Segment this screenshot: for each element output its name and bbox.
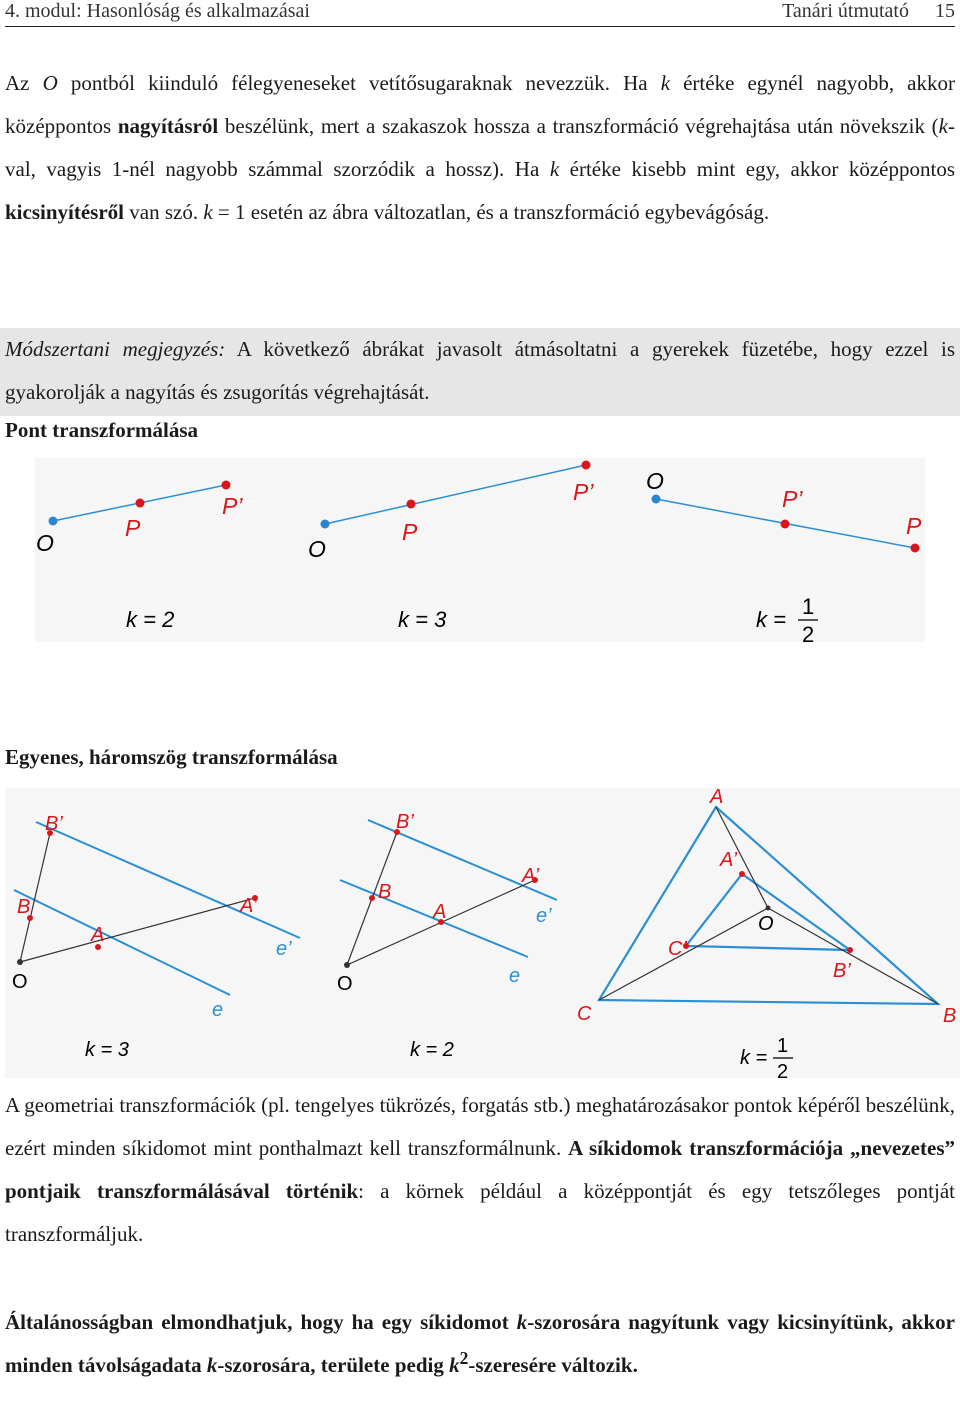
text-run: van szó. bbox=[124, 200, 204, 224]
label-a: A bbox=[710, 786, 724, 808]
label-o: O bbox=[12, 971, 28, 993]
point-p bbox=[407, 500, 416, 509]
label-e: e bbox=[509, 965, 521, 987]
label-p: P bbox=[125, 515, 141, 541]
label-o: O bbox=[308, 536, 326, 562]
heading-point-transform: Pont transzformálása bbox=[5, 418, 199, 442]
point-o bbox=[321, 520, 330, 529]
label-a: A bbox=[91, 924, 105, 946]
var-o: O bbox=[42, 71, 58, 95]
label-c-prime: C’ bbox=[668, 938, 687, 960]
label-b-prime: B’ bbox=[45, 813, 63, 835]
point-p-prime bbox=[582, 461, 591, 470]
point-o bbox=[766, 906, 771, 911]
label-b: B bbox=[943, 1005, 957, 1027]
label-b-prime: B’ bbox=[833, 960, 851, 982]
fraction-denominator: 2 bbox=[777, 1061, 789, 1080]
var-k: k bbox=[206, 1353, 218, 1377]
text-run: -val, vagyis 1-nél nagyobb számmal szorzódik a hossz). Ha bbox=[5, 114, 955, 181]
var-k: k bbox=[549, 157, 560, 181]
var-k: k bbox=[449, 1353, 460, 1377]
point-b bbox=[369, 895, 375, 901]
point-o bbox=[652, 495, 661, 504]
methodology-note bbox=[0, 328, 960, 416]
term-reduction: kicsinyítésről bbox=[5, 200, 124, 224]
label-o: O bbox=[646, 468, 664, 494]
text-run: értéke kisebb mint egy, akkor középpontos bbox=[559, 157, 956, 181]
var-k: k bbox=[938, 114, 948, 138]
label-k-half: k = bbox=[740, 1047, 768, 1069]
label-o: O bbox=[36, 530, 54, 556]
text-run: Általánosságban elmondhatjuk, hogy ha egy síkidomot bbox=[5, 1310, 517, 1334]
label-p-prime: P’ bbox=[782, 486, 803, 512]
label-o: O bbox=[758, 913, 774, 935]
figure-point-transform bbox=[0, 450, 960, 650]
module-title: 4. modul: Hasonlóság és alkalmazásai bbox=[5, 0, 310, 22]
var-k: k bbox=[660, 71, 671, 95]
point-p bbox=[911, 544, 920, 553]
term-enlargement: nagyításról bbox=[117, 114, 219, 138]
header-right bbox=[782, 0, 955, 23]
label-p-prime: P’ bbox=[222, 493, 243, 519]
point-a-prime bbox=[739, 871, 745, 877]
intro-paragraph bbox=[5, 62, 955, 234]
guide-label: Tanári útmutató bbox=[782, 0, 909, 22]
point-b-prime bbox=[847, 947, 853, 953]
label-a-prime: A’ bbox=[240, 895, 258, 917]
point-o bbox=[344, 962, 350, 968]
label-k3: k = 3 bbox=[398, 607, 447, 632]
text-run: pontból kiinduló félegyeneseket vetítősugaraknak nevezzük. Ha bbox=[57, 71, 661, 95]
text-run: -szeresére változik. bbox=[468, 1353, 638, 1377]
note-body: A következő ábrákat javasolt átmásoltatni a gyerekek füzetébe, hogy ezzel is gyakorolják a nagyítás és zsugorítás végrehajtását. bbox=[5, 337, 955, 404]
label-b-prime: B’ bbox=[396, 811, 414, 833]
text-run: = 1 esetén az ábra változatlan, és a transzformáció egybevágóság. bbox=[212, 200, 770, 224]
label-a-prime: A’ bbox=[720, 849, 738, 871]
point-o bbox=[49, 517, 58, 526]
fraction-numerator: 1 bbox=[777, 1035, 789, 1057]
note-text bbox=[0, 328, 960, 414]
label-b: B bbox=[378, 881, 392, 903]
figure-line-triangle-transform bbox=[0, 780, 960, 1080]
label-c: C bbox=[577, 1003, 592, 1025]
text-run: -szorosára, területe pedig bbox=[217, 1353, 450, 1377]
text-run: értéke egynél nagyobb, akkor középpontos bbox=[5, 71, 955, 138]
conclusion-paragraph bbox=[5, 1301, 955, 1387]
label-a: A bbox=[433, 901, 447, 923]
label-k-half: k = bbox=[756, 607, 786, 632]
label-k2: k = 2 bbox=[126, 607, 175, 632]
label-k3: k = 3 bbox=[85, 1039, 129, 1061]
text-run: Az bbox=[5, 71, 43, 95]
label-b: B bbox=[17, 896, 31, 918]
heading-line-triangle-transform: Egyenes, háromszög transzformálása bbox=[5, 745, 338, 769]
text-run: A geometriai transzformációk (pl. tengelyes tükrözés, forgatás stb.) meghatározásakor pontok képéről beszélünk, ezért minden síkidomot mint ponthalmazt kell transzformálnunk. bbox=[5, 1093, 955, 1160]
fraction-numerator: 1 bbox=[802, 594, 815, 619]
exponent: 2 bbox=[459, 1348, 469, 1368]
label-p-prime: P’ bbox=[573, 479, 594, 505]
label-e: e bbox=[212, 999, 224, 1021]
text-run: -szorosára nagyítunk vagy kicsinyítünk, akkor minden távolságadata bbox=[5, 1310, 956, 1377]
text-run: beszélünk, mert a szakaszok hossza a transzformáció végrehajtása után növekszik ( bbox=[218, 114, 939, 138]
point-o bbox=[17, 959, 23, 965]
note-label: Módszertani megjegyzés: bbox=[5, 337, 226, 361]
figure-background bbox=[5, 788, 960, 1078]
var-k: k bbox=[516, 1310, 528, 1334]
label-p: P bbox=[906, 513, 922, 539]
var-k: k bbox=[203, 200, 213, 224]
label-e-prime: e’ bbox=[276, 938, 292, 960]
label-e-prime: e’ bbox=[536, 905, 552, 927]
page-number: 15 bbox=[935, 0, 955, 22]
point-p bbox=[136, 499, 145, 508]
fraction-denominator: 2 bbox=[802, 622, 815, 647]
label-k2: k = 2 bbox=[410, 1039, 454, 1061]
text-run: : a körnek például a középpontját és egy tetszőleges pontját transzformáljuk. bbox=[5, 1179, 955, 1246]
label-a-prime: A’ bbox=[522, 865, 540, 887]
bold-statement: A síkidomok transzformációja „nevezetes” pontjaik transzformálásával történik bbox=[5, 1136, 955, 1203]
point-p-prime bbox=[222, 481, 231, 490]
label-p: P bbox=[402, 519, 418, 545]
transform-paragraph bbox=[5, 1084, 955, 1256]
page-header bbox=[5, 0, 955, 27]
point-p-prime bbox=[781, 520, 790, 529]
label-o: O bbox=[337, 973, 353, 995]
